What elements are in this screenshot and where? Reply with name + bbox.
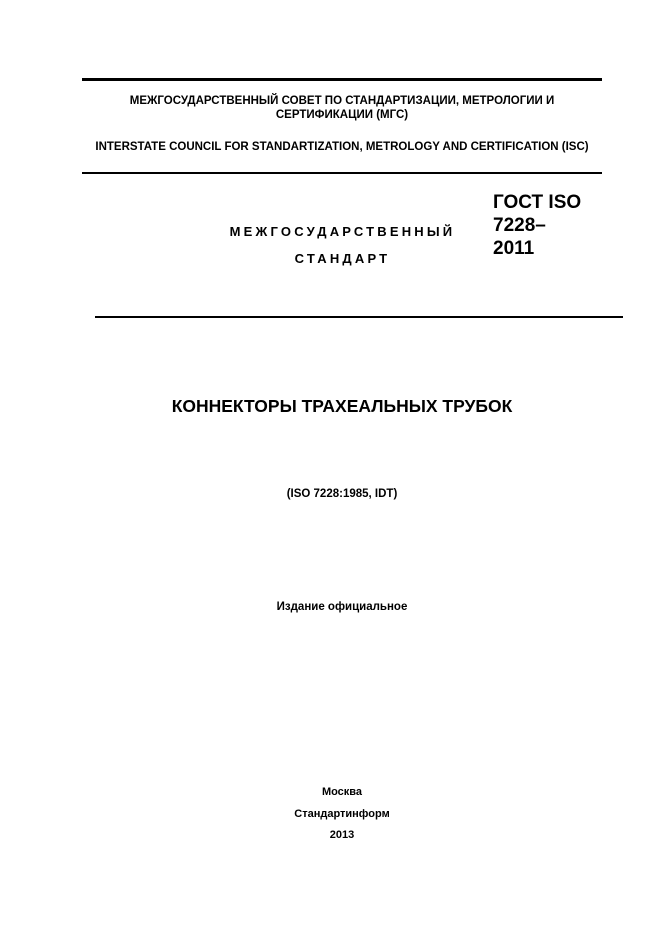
standard-number <box>493 191 613 260</box>
imprint-year: 2013 <box>329 829 355 841</box>
council-name-russian: МЕЖГОСУДАРСТВЕННЫЙ СОВЕТ ПО СТАНДАРТИЗАЦИИ, МЕТРОЛОГИИ И СЕРТИФИКАЦИИ (МГС) <box>129 95 555 121</box>
standard-number-line1: ГОСТ ISO <box>493 192 582 213</box>
standard-number-line3: 2011 <box>493 238 535 259</box>
title-divider <box>95 316 623 318</box>
imprint-publisher: Стандартинформ <box>294 808 390 820</box>
imprint-city: Москва <box>321 786 363 798</box>
standard-type-label-line1: МЕЖГОСУДАРСТВЕННЫЙ <box>229 224 456 239</box>
header-divider <box>82 172 602 174</box>
standard-type-label-line2: СТАНДАРТ <box>294 251 391 266</box>
council-name-english: INTERSTATE COUNCIL FOR STANDARTIZATION, METROLOGY AND CERTIFICATION (ISC) <box>95 141 589 153</box>
standard-number-line2: 7228– <box>493 215 546 236</box>
top-divider <box>82 78 602 81</box>
iso-reference: (ISO 7228:1985, IDT) <box>286 488 398 500</box>
edition-label: Издание официальное <box>276 601 408 613</box>
document-title: КОННЕКТОРЫ ТРАХЕАЛЬНЫХ ТРУБОК <box>171 396 513 416</box>
